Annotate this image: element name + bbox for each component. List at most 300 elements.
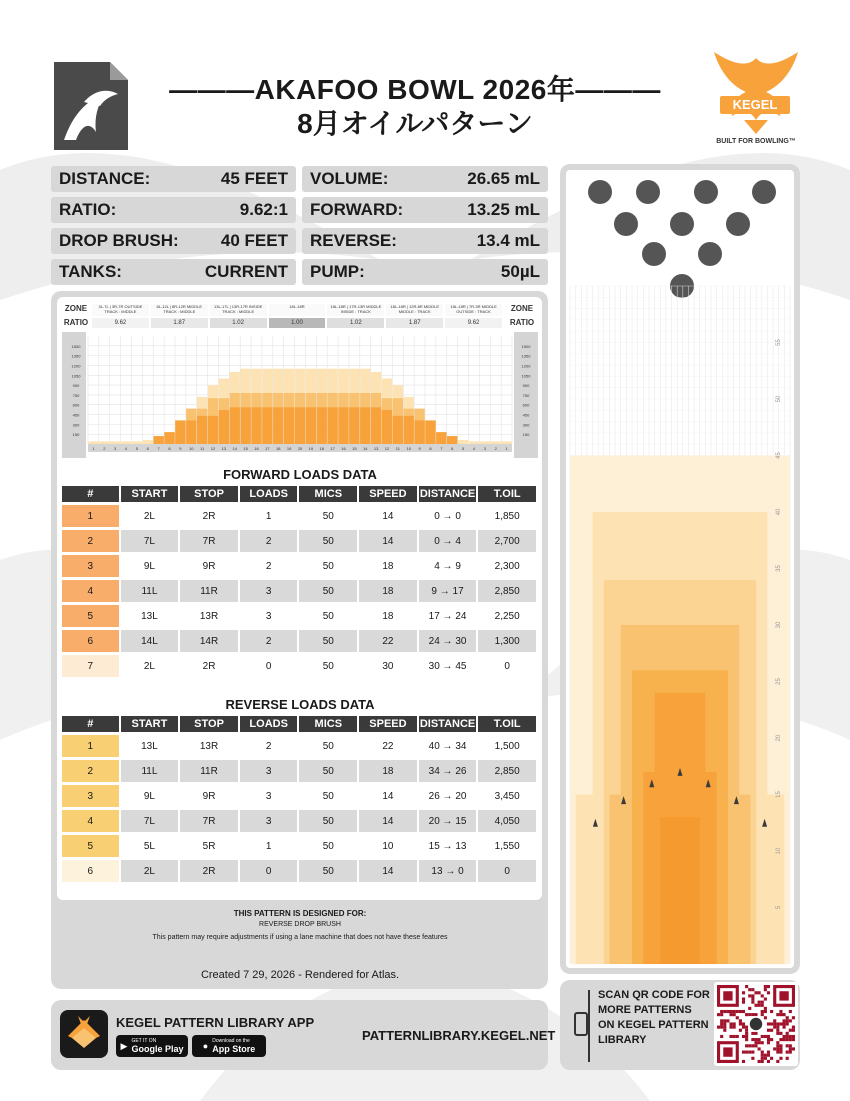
- zone-header-4: 18L-18R: [269, 304, 326, 316]
- table-cell: 1,550: [478, 835, 538, 857]
- x-tick-label: 14: [232, 446, 237, 451]
- profile-bar: [306, 407, 316, 444]
- table-cell: 14: [359, 785, 419, 807]
- profile-bar: [132, 441, 142, 444]
- table-cell: 13R: [180, 605, 240, 627]
- table-cell: 2L: [121, 505, 181, 527]
- table-row: [62, 555, 538, 577]
- table-cell: 26 → 20: [419, 785, 479, 807]
- lane-graph: [566, 170, 794, 968]
- zone-header-3: 13L-17L | 13R-17R INSIDE TRACK : MIDDLE: [210, 304, 267, 316]
- table-row: [62, 530, 538, 552]
- kegel-wordmark: KEGEL: [720, 96, 790, 114]
- profile-bar: [284, 407, 294, 444]
- table-cell: 5L: [121, 835, 181, 857]
- table-cell: 3: [62, 555, 121, 577]
- profile-bar: [251, 407, 261, 444]
- profile-bar: [338, 407, 348, 444]
- x-tick-label: 16: [254, 446, 259, 451]
- y-tick-left: 1500: [71, 343, 81, 349]
- table-cell: 11R: [180, 580, 240, 602]
- x-tick-label: 10: [189, 446, 194, 451]
- col-header: #: [62, 716, 121, 732]
- profile-bar: [317, 407, 327, 444]
- profile-bar: [197, 416, 207, 444]
- x-tick-label: 17: [330, 446, 335, 451]
- col-header: DISTANCE: [419, 716, 479, 732]
- x-tick-label: 18: [319, 446, 324, 451]
- table-cell: 2L: [121, 860, 181, 882]
- x-tick-label: 1: [505, 446, 508, 451]
- table-cell: 50: [299, 530, 359, 552]
- y-tick-right: 1350: [521, 353, 531, 359]
- table-cell: 9 → 17: [419, 580, 479, 602]
- table-cell: 17 → 24: [419, 605, 479, 627]
- pattern-document-icon: [54, 62, 128, 150]
- reverse-loads-table: [62, 713, 538, 885]
- foot-label: 15: [776, 791, 782, 798]
- table-row: [62, 810, 538, 832]
- y-tick-right: 900: [522, 383, 530, 389]
- profile-bar: [425, 420, 435, 444]
- y-tick-right: 750: [522, 392, 530, 398]
- profile-bar: [164, 432, 174, 444]
- table-cell: 22: [359, 630, 419, 652]
- y-tick-right: 1500: [521, 343, 531, 349]
- y-tick-left: 300: [72, 422, 80, 428]
- y-tick-right: 600: [522, 402, 530, 408]
- foot-label: 20: [776, 734, 782, 742]
- pin-icon: [588, 180, 612, 204]
- profile-bar: [121, 441, 131, 444]
- table-cell: 2,850: [478, 580, 538, 602]
- table-cell: 0: [478, 655, 538, 677]
- table-cell: 50: [299, 785, 359, 807]
- table-cell: 14: [359, 810, 419, 832]
- profile-bar: [143, 440, 153, 444]
- table-cell: 2: [240, 555, 300, 577]
- zone-header-5: 18L-18R | 17R-13R MIDDLE INSIDE : TRACK: [327, 304, 384, 316]
- pin-icon: [726, 212, 750, 236]
- table-cell: 14L: [121, 630, 181, 652]
- table-cell: 18: [359, 580, 419, 602]
- profile-bar: [230, 407, 240, 444]
- table-cell: 14: [359, 860, 419, 882]
- profile-bar: [436, 432, 446, 444]
- app-store-button[interactable]: ● Download on the App Store: [192, 1035, 266, 1057]
- qr-instruction: SCAN QR CODE FOR MORE PATTERNS ON KEGEL PATTERN LIBRARY: [598, 989, 710, 1046]
- foot-label: 25: [776, 678, 782, 685]
- table-row: [62, 605, 538, 627]
- table-cell: 13 → 0: [419, 860, 479, 882]
- table-cell: 5: [62, 605, 121, 627]
- profile-bar: [360, 407, 370, 444]
- pattern-library-url[interactable]: PATTERNLIBRARY.KEGEL.NET: [362, 1028, 556, 1043]
- table-cell: 20 → 15: [419, 810, 479, 832]
- table-cell: 50: [299, 505, 359, 527]
- oil-profile-chart: [62, 332, 538, 458]
- y-tick-left: 1200: [71, 363, 81, 369]
- zone-ratio-1: 9.62: [92, 318, 149, 328]
- x-tick-label: 12: [210, 446, 216, 451]
- y-tick-left: 1350: [71, 353, 81, 359]
- phone-scan-icon: [574, 1012, 588, 1036]
- foot-label: 55: [776, 339, 782, 346]
- table-cell: 50: [299, 835, 359, 857]
- profile-bar: [262, 407, 272, 444]
- table-cell: 1: [62, 735, 121, 757]
- col-header: START: [121, 486, 181, 502]
- table-cell: 3: [240, 810, 300, 832]
- y-tick-right: 150: [522, 432, 530, 438]
- table-cell: 5R: [180, 835, 240, 857]
- table-cell: 18: [359, 760, 419, 782]
- table-cell: 30: [359, 655, 419, 677]
- x-tick-label: 9: [418, 446, 421, 451]
- table-cell: 11R: [180, 760, 240, 782]
- table-cell: 50: [299, 580, 359, 602]
- table-cell: 2,850: [478, 760, 538, 782]
- col-header: MICS: [299, 716, 359, 732]
- reverse-loads-title: REVERSE LOADS DATA: [225, 697, 375, 712]
- y-tick-left: 450: [72, 412, 80, 418]
- y-tick-right: 1050: [521, 373, 531, 379]
- profile-bar: [273, 407, 283, 444]
- y-tick-left: 600: [72, 402, 80, 408]
- table-cell: 4: [62, 810, 121, 832]
- x-tick-label: 6: [451, 446, 454, 451]
- table-cell: 7L: [121, 810, 181, 832]
- x-tick-label: 13: [373, 446, 379, 451]
- y-tick-right: 1200: [521, 363, 531, 369]
- table-cell: 2L: [121, 655, 181, 677]
- foot-label: 10: [776, 847, 782, 855]
- profile-bar: [88, 441, 98, 444]
- x-tick-label: 19: [286, 446, 292, 451]
- table-cell: 14: [359, 505, 419, 527]
- forward-loads-title: FORWARD LOADS DATA: [223, 467, 377, 482]
- zone-ratio-table: [62, 303, 538, 330]
- x-tick-label: 13: [221, 446, 227, 451]
- table-cell: 50: [299, 630, 359, 652]
- profile-bar: [371, 407, 381, 444]
- col-header: START: [121, 716, 181, 732]
- table-cell: 5: [62, 835, 121, 857]
- table-cell: 9L: [121, 555, 181, 577]
- table-cell: 14: [359, 530, 419, 552]
- table-cell: 2: [240, 630, 300, 652]
- table-cell: 3: [62, 785, 121, 807]
- designed-for-note: This pattern may require adjustments if using a lane machine that does not have these features: [152, 934, 448, 941]
- table-cell: 1: [240, 505, 300, 527]
- table-cell: 1,850: [478, 505, 538, 527]
- col-header: STOP: [180, 716, 240, 732]
- pin-icon: [636, 180, 660, 204]
- zone-header-1: 3L-7L | 3R-7R OUTSIDE TRACK : MIDDLE: [92, 304, 149, 316]
- table-cell: 18: [359, 605, 419, 627]
- kegel-tagline: BUILT FOR BOWLING™: [716, 138, 796, 145]
- table-cell: 13L: [121, 605, 181, 627]
- profile-bar: [404, 416, 414, 444]
- zone-header-7: 18L-18R | 7R-3R MIDDLE OUTSIDE : TRACK: [445, 304, 502, 316]
- x-tick-label: 18: [276, 446, 281, 451]
- x-tick-label: 17: [265, 446, 270, 451]
- ratio-label-left: RATIO: [63, 318, 89, 327]
- x-tick-label: 20: [297, 446, 303, 451]
- x-tick-label: 2: [494, 446, 497, 451]
- table-row: [62, 835, 538, 857]
- table-cell: 10: [359, 835, 419, 857]
- x-tick-label: 1: [92, 446, 95, 451]
- ratio-label-right: RATIO: [509, 318, 535, 327]
- profile-bar: [327, 407, 337, 444]
- col-header: T.OIL: [478, 486, 538, 502]
- table-cell: 6: [62, 860, 121, 882]
- table-cell: 50: [299, 605, 359, 627]
- table-cell: 2R: [180, 655, 240, 677]
- table-cell: 9L: [121, 785, 181, 807]
- profile-bar: [382, 410, 392, 444]
- x-tick-label: 6: [146, 446, 149, 451]
- x-tick-label: 3: [483, 446, 486, 451]
- x-tick-label: 19: [308, 446, 314, 451]
- table-cell: 7L: [121, 530, 181, 552]
- app-title: KEGEL PATTERN LIBRARY APP: [116, 1015, 315, 1030]
- col-header: DISTANCE: [419, 486, 479, 502]
- table-cell: 2: [240, 735, 300, 757]
- table-cell: 50: [299, 860, 359, 882]
- stat-forward: FORWARD: 13.25 mL: [302, 197, 548, 223]
- x-tick-label: 3: [114, 446, 117, 451]
- qr-divider: [588, 990, 590, 1062]
- pin-icon: [614, 212, 638, 236]
- table-cell: 15 → 13: [419, 835, 479, 857]
- table-cell: 11L: [121, 760, 181, 782]
- table-cell: 4: [62, 580, 121, 602]
- table-cell: 3,450: [478, 785, 538, 807]
- stat-drop-brush: DROP BRUSH: 40 FEET: [51, 228, 296, 254]
- x-tick-label: 11: [395, 446, 400, 451]
- stat-distance: DISTANCE: 45 FEET: [51, 166, 296, 192]
- table-cell: 40 → 34: [419, 735, 479, 757]
- col-header: MICS: [299, 486, 359, 502]
- table-cell: 3: [240, 785, 300, 807]
- table-cell: 2: [62, 530, 121, 552]
- x-tick-label: 8: [429, 446, 432, 451]
- profile-bar: [110, 441, 120, 444]
- y-tick-left: 900: [72, 383, 80, 389]
- table-cell: 0 → 4: [419, 530, 479, 552]
- x-tick-label: 15: [352, 446, 357, 451]
- profile-bar: [219, 410, 229, 444]
- foot-label: 45: [776, 452, 782, 459]
- profile-bar: [491, 441, 501, 444]
- zone-label-left: ZONE: [64, 304, 88, 313]
- table-cell: 24 → 30: [419, 630, 479, 652]
- page-title-line2: 8月オイルパターン: [297, 108, 533, 139]
- table-cell: 18: [359, 555, 419, 577]
- table-cell: 14R: [180, 630, 240, 652]
- table-cell: 2R: [180, 505, 240, 527]
- table-cell: 30 → 45: [419, 655, 479, 677]
- profile-bar: [295, 407, 305, 444]
- table-cell: 50: [299, 810, 359, 832]
- col-header: SPEED: [359, 716, 419, 732]
- stat-pump: PUMP: 50µL: [302, 259, 548, 285]
- table-cell: 0: [240, 655, 300, 677]
- profile-bar: [175, 420, 185, 444]
- table-row: [62, 655, 538, 677]
- y-tick-right: 450: [522, 412, 530, 418]
- y-tick-left: 750: [72, 392, 80, 398]
- zone-ratio-2: 1.87: [151, 318, 208, 328]
- stat-volume: VOLUME: 26.65 mL: [302, 166, 548, 192]
- stat-reverse: REVERSE: 13.4 mL: [302, 228, 548, 254]
- table-cell: 2,300: [478, 555, 538, 577]
- zone-ratio-5: 1.02: [327, 318, 384, 328]
- x-tick-label: 5: [135, 446, 139, 451]
- col-header: SPEED: [359, 486, 419, 502]
- google-play-icon: ▶: [120, 1040, 128, 1051]
- table-cell: 0 → 0: [419, 505, 479, 527]
- x-tick-label: 8: [168, 446, 171, 451]
- table-cell: 7R: [180, 530, 240, 552]
- table-row: [62, 580, 538, 602]
- pin-icon: [642, 242, 666, 266]
- zone-ratio-4: 1.00: [269, 318, 326, 328]
- table-cell: 9R: [180, 785, 240, 807]
- profile-bar: [154, 436, 164, 444]
- foot-label: 50: [776, 395, 782, 403]
- profile-bar: [447, 436, 457, 444]
- profile-bar: [414, 420, 424, 444]
- table-cell: 0: [240, 860, 300, 882]
- zone-ratio-3: 1.02: [210, 318, 267, 328]
- profile-bar: [480, 441, 490, 444]
- col-header: LOADS: [240, 716, 300, 732]
- profile-bar: [393, 416, 403, 444]
- table-cell: 4 → 9: [419, 555, 479, 577]
- table-cell: 1,500: [478, 735, 538, 757]
- designed-for-heading: THIS PATTERN IS DESIGNED FOR:: [233, 909, 367, 918]
- col-header: #: [62, 486, 121, 502]
- foot-label: 30: [776, 621, 782, 629]
- table-row: [62, 505, 538, 527]
- table-cell: 9R: [180, 555, 240, 577]
- table-cell: 2: [240, 530, 300, 552]
- google-play-button[interactable]: ▶ GET IT ON Google Play: [116, 1035, 188, 1057]
- table-cell: 50: [299, 735, 359, 757]
- table-cell: 6: [62, 630, 121, 652]
- col-header: LOADS: [240, 486, 300, 502]
- x-tick-label: 11: [200, 446, 205, 451]
- col-header: T.OIL: [478, 716, 538, 732]
- table-row: [62, 630, 538, 652]
- zone-ratio-6: 1.87: [386, 318, 443, 328]
- profile-bar: [458, 440, 468, 444]
- profile-bar: [349, 407, 359, 444]
- oil-layer: [660, 817, 699, 964]
- table-row: [62, 860, 538, 882]
- page-title-line1: ———AKAFOO BOWL 2026年———: [169, 74, 661, 105]
- table-cell: 7R: [180, 810, 240, 832]
- zone-ratio-7: 9.62: [445, 318, 502, 328]
- x-tick-label: 7: [157, 446, 160, 451]
- x-tick-label: 5: [461, 446, 465, 451]
- foot-label: 40: [776, 508, 782, 516]
- table-cell: 13L: [121, 735, 181, 757]
- table-cell: 50: [299, 655, 359, 677]
- foot-label: 35: [776, 565, 782, 572]
- table-row: [62, 785, 538, 807]
- x-tick-label: 2: [103, 446, 106, 451]
- table-cell: 2,700: [478, 530, 538, 552]
- kegel-logo: [706, 50, 806, 154]
- x-tick-label: 4: [472, 446, 476, 451]
- pin-icon: [670, 212, 694, 236]
- table-cell: 2: [62, 760, 121, 782]
- table-cell: 7: [62, 655, 121, 677]
- profile-bar: [186, 420, 196, 444]
- profile-bar: [99, 441, 109, 444]
- x-tick-label: 9: [179, 446, 182, 451]
- created-note: Created 7 29, 2026 - Rendered for Atlas.: [200, 969, 400, 981]
- table-cell: 3: [240, 760, 300, 782]
- pin-icon: [698, 242, 722, 266]
- profile-bar: [208, 416, 218, 444]
- y-tick-right: 300: [522, 422, 530, 428]
- x-tick-label: 10: [406, 446, 411, 451]
- x-tick-label: 16: [341, 446, 346, 451]
- designed-for-feature: REVERSE DROP BRUSH: [259, 921, 341, 928]
- pin-icon: [752, 180, 776, 204]
- x-tick-label: 4: [124, 446, 128, 451]
- x-tick-label: 7: [440, 446, 443, 451]
- table-cell: 34 → 26: [419, 760, 479, 782]
- apple-icon: ●: [202, 1041, 209, 1051]
- y-tick-left: 1050: [71, 373, 81, 379]
- x-tick-label: 14: [363, 446, 368, 451]
- x-tick-label: 15: [243, 446, 248, 451]
- table-cell: 3: [240, 605, 300, 627]
- kegel-app-icon: [60, 1010, 108, 1058]
- table-cell: 4,050: [478, 810, 538, 832]
- forward-loads-table: [62, 483, 538, 680]
- zone-label-right: ZONE: [510, 304, 534, 313]
- profile-bar: [469, 441, 479, 444]
- qr-code[interactable]: [714, 982, 798, 1066]
- table-cell: 50: [299, 555, 359, 577]
- y-tick-left: 150: [72, 432, 80, 438]
- x-tick-label: 12: [384, 446, 390, 451]
- table-cell: 1: [240, 835, 300, 857]
- stat-ratio: RATIO: 9.62:1: [51, 197, 296, 223]
- profile-bar: [501, 441, 511, 444]
- zone-header-6: 18L-18R | 12R-8R MIDDLE MIDDLE : TRACK: [386, 304, 443, 316]
- table-row: [62, 735, 538, 757]
- table-cell: 11L: [121, 580, 181, 602]
- table-cell: 0: [478, 860, 538, 882]
- stat-tanks: TANKS: CURRENT: [51, 259, 296, 285]
- col-header: STOP: [180, 486, 240, 502]
- table-cell: 3: [240, 580, 300, 602]
- table-cell: 1: [62, 505, 121, 527]
- table-cell: 22: [359, 735, 419, 757]
- table-cell: 2R: [180, 860, 240, 882]
- table-cell: 1,300: [478, 630, 538, 652]
- zone-header-2: 8L-12L | 8R-12R MIDDLE TRACK : MIDDLE: [151, 304, 208, 316]
- table-cell: 50: [299, 760, 359, 782]
